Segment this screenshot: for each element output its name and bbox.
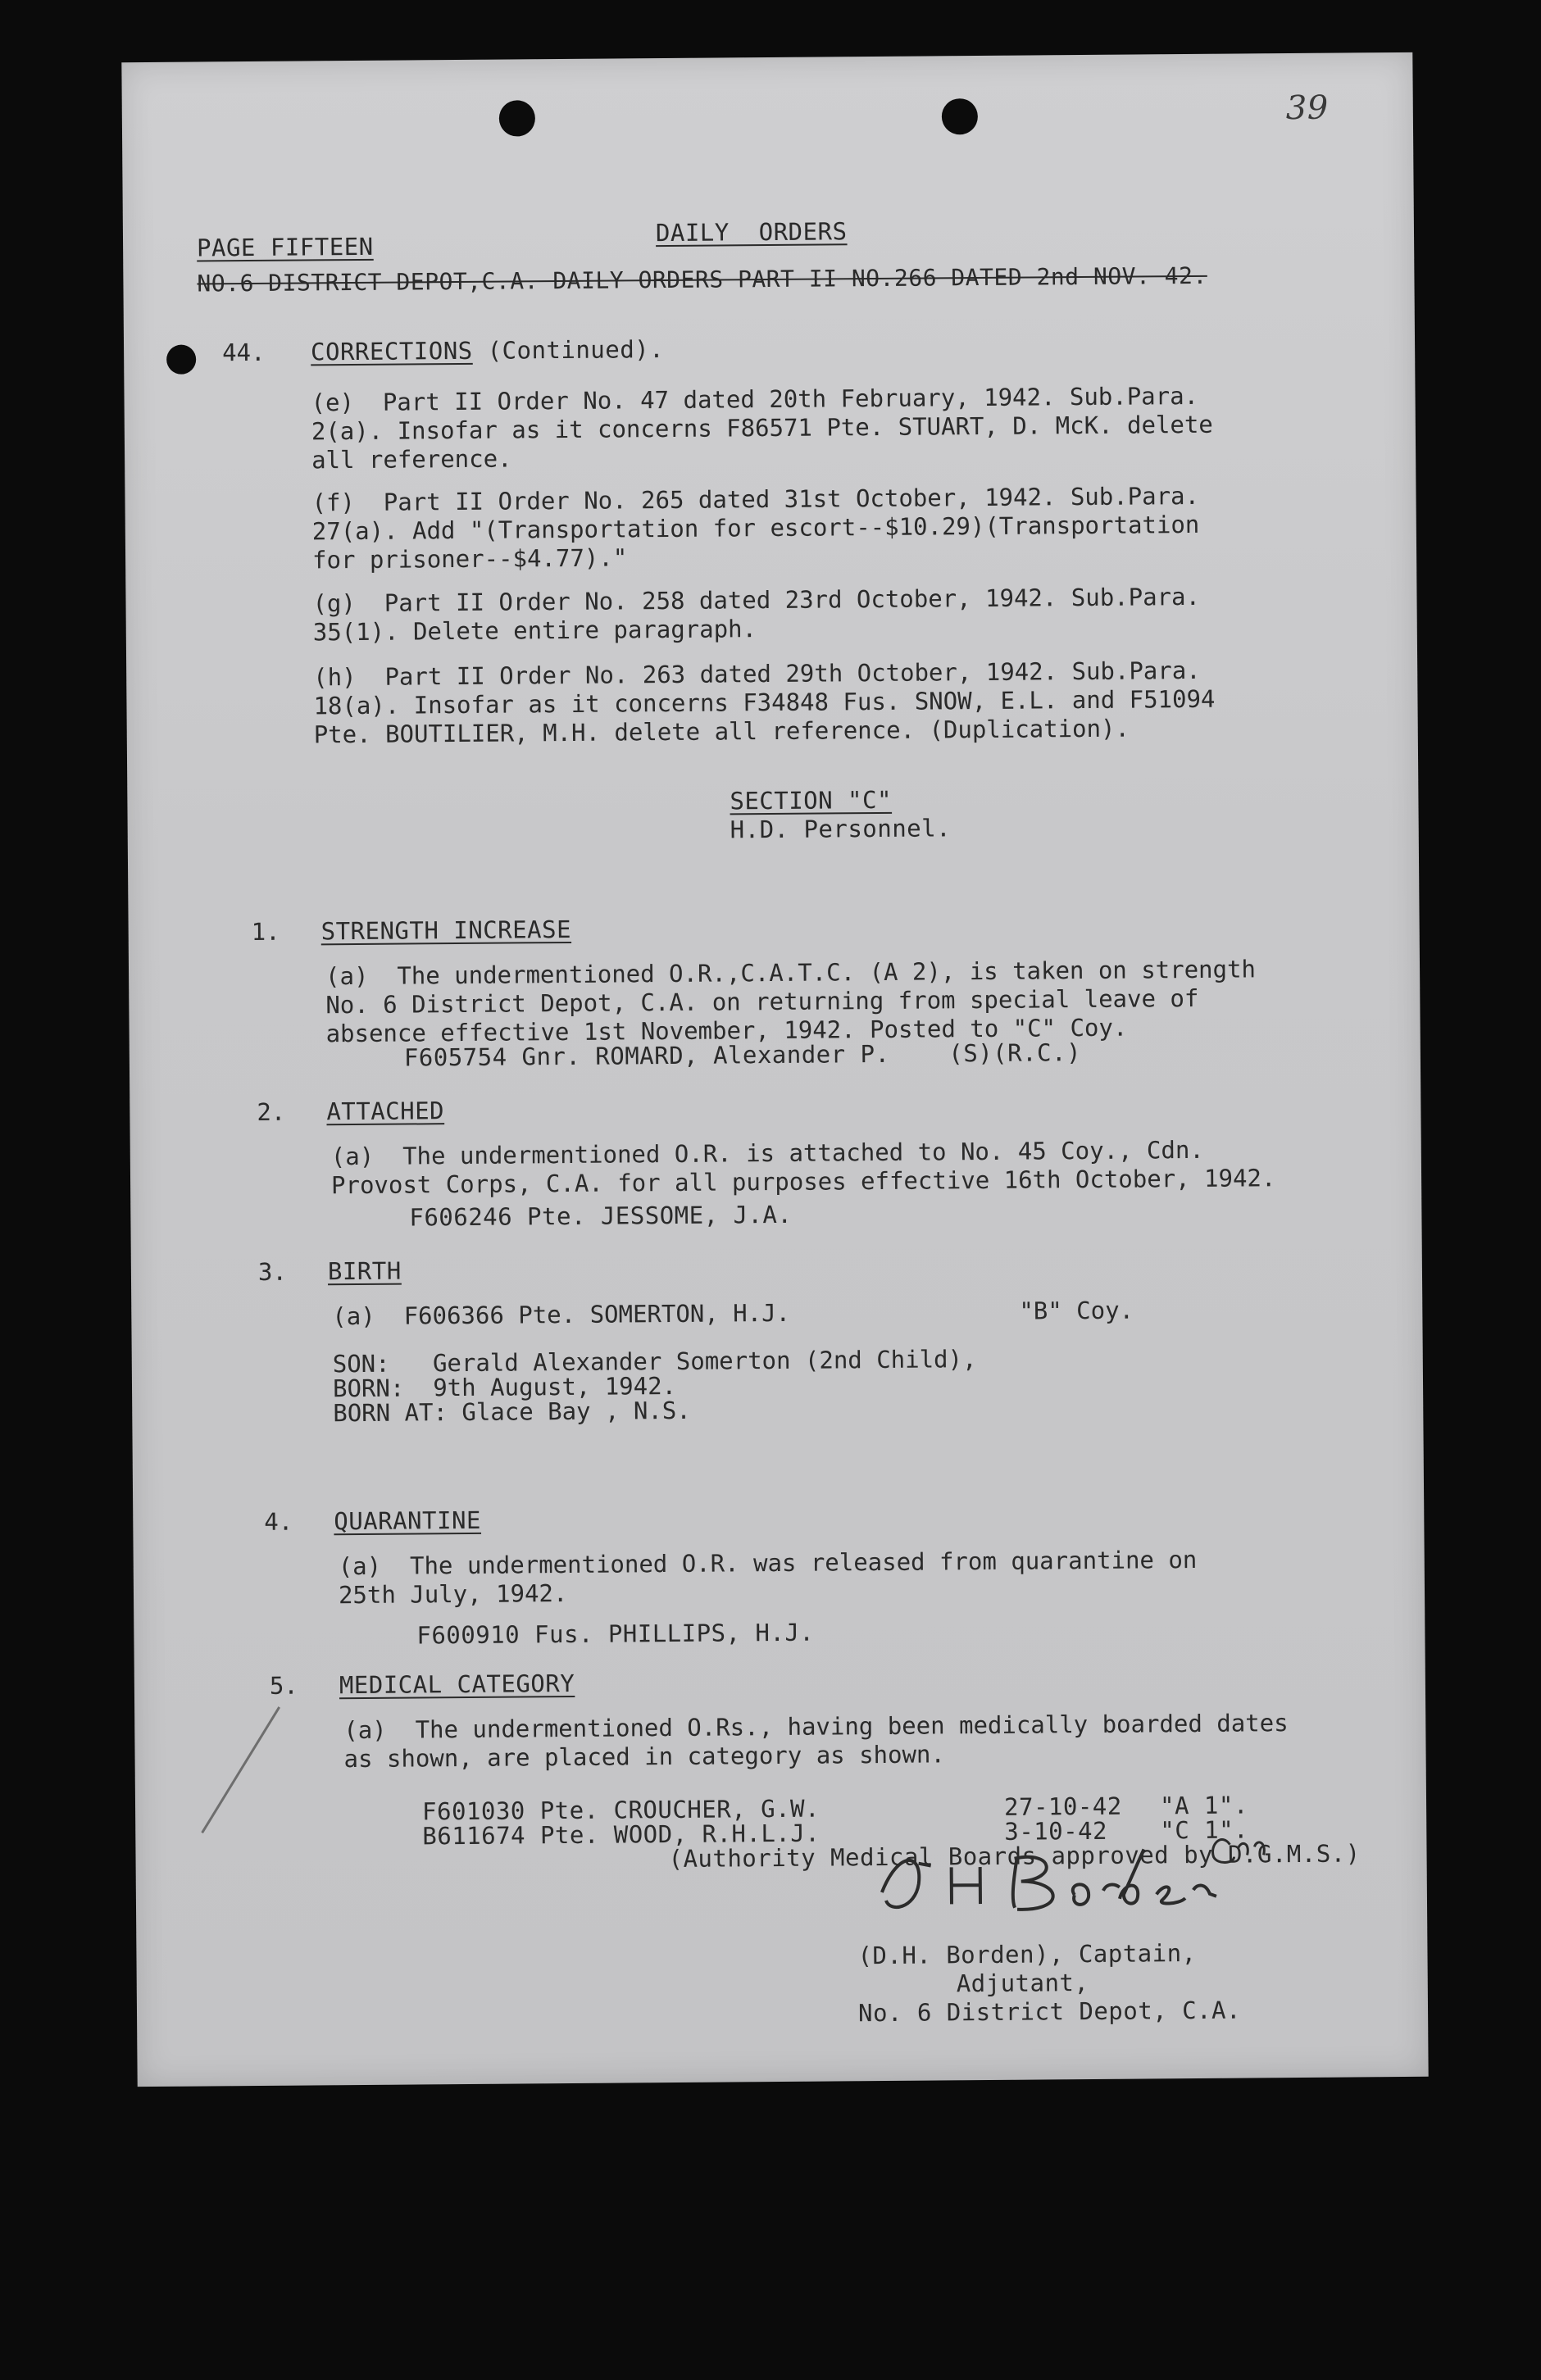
- paragraph-line: 25th July, 1942.: [338, 1579, 568, 1610]
- correction-line: 27(a). Add "(Transportation for escort--$10.29)(Transportation: [311, 510, 1200, 546]
- paragraph-number: 4.: [264, 1507, 293, 1536]
- handwritten-signature: [873, 1832, 1284, 1928]
- correction-item: [311, 382, 1213, 475]
- punch-hole-left: [499, 100, 535, 136]
- page-label: PAGE FIFTEEN: [196, 232, 374, 262]
- paragraph-line: (a) The undermentioned O.R. is attached to No. 45 Coy., Cdn.: [330, 1135, 1204, 1171]
- corrections-suffix: (Continued).: [472, 335, 665, 365]
- paragraph-number: 2.: [257, 1097, 286, 1126]
- correction-line: 2(a). Insofar as it concerns F86571 Pte. STUART, D. McK. delete: [311, 410, 1213, 446]
- document-page: [121, 52, 1428, 2087]
- paragraph-number: 1.: [251, 917, 280, 947]
- margin-line: [201, 1706, 280, 1833]
- corrections-heading-wrap: [311, 335, 664, 366]
- paragraph-line: (a) F606366 Pte. SOMERTON, H.J. "B" Coy.: [332, 1296, 1134, 1331]
- correction-line: Pte. BOUTILIER, M.H. delete all reference. (Duplication).: [313, 714, 1130, 749]
- paragraph-heading: BIRTH: [327, 1256, 402, 1286]
- paragraph-line: (a) The undermentioned O.Rs., having been medically boarded dates: [343, 1709, 1289, 1745]
- correction-line: (e) Part II Order No. 47 dated 20th February, 1942. Sub.Para.: [311, 381, 1199, 417]
- paragraph-heading: STRENGTH INCREASE: [320, 915, 572, 946]
- personnel-entry: F605754 Gnr. ROMARD, Alexander P. (S)(R.C.): [403, 1038, 1082, 1072]
- paragraph-number: 3.: [257, 1257, 287, 1286]
- medical-entry-category: "C 1".: [1160, 1815, 1249, 1845]
- birth-detail-line: BORN: 9th August, 1942.: [332, 1371, 677, 1403]
- punch-hole-right: [942, 98, 978, 134]
- signatory-name: (D.H. Borden), Captain,: [857, 1938, 1197, 1970]
- document-title: DAILY ORDERS: [655, 217, 848, 248]
- medical-entry-name: B611674 Pte. WOOD, R.H.L.J.: [422, 1819, 821, 1851]
- medical-entry-category: "A 1".: [1159, 1791, 1248, 1820]
- medical-entry-name: F601030 Pte. CROUCHER, G.W.: [421, 1794, 821, 1826]
- correction-item: [311, 482, 1199, 575]
- birth-details: [332, 1345, 977, 1428]
- corrections-number: 44.: [221, 338, 266, 367]
- paragraph-body: [332, 1297, 1134, 1332]
- section-subtitle: H.D. Personnel.: [730, 814, 952, 844]
- personnel-entry: F606246 Pte. JESSOME, J.A.: [409, 1200, 793, 1232]
- paragraph-body: [343, 1709, 1289, 1774]
- correction-line: (f) Part II Order No. 265 dated 31st October, 1942. Sub.Para.: [311, 481, 1200, 517]
- page-number: 39: [1285, 89, 1329, 128]
- signatory-unit: No. 6 District Depot, C.A.: [857, 1996, 1242, 2028]
- correction-line: 35(1). Delete entire paragraph.: [312, 615, 757, 647]
- section-title: SECTION "C": [730, 785, 893, 815]
- correction-line: all reference.: [311, 444, 512, 475]
- paragraph-heading: MEDICAL CATEGORY: [339, 1669, 575, 1700]
- paragraph-heading: ATTACHED: [326, 1097, 445, 1126]
- medical-entry-date: 3-10-42: [1004, 1816, 1108, 1846]
- birth-detail-line: BORN AT: Glace Bay , N.S.: [333, 1396, 691, 1428]
- correction-line: for prisoner--$4.77).": [311, 543, 628, 575]
- document-subtitle: NO.6 DISTRICT DEPOT,C.A. DAILY ORDERS PART II NO.266 DATED 2nd NOV. 42.: [197, 261, 1207, 298]
- correction-item: [312, 583, 1200, 647]
- paragraph-line: absence effective 1st November, 1942. Posted to "C" Coy.: [325, 1013, 1128, 1048]
- paragraph-line: (a) The undermentioned O.R. was released from quarantine on: [338, 1545, 1198, 1581]
- correction-item: [313, 656, 1216, 750]
- paragraph-line: as shown, are placed in category as shown.: [343, 1740, 946, 1774]
- signatory-appointment: Adjutant,: [956, 1969, 1089, 1998]
- paragraph-number: 5.: [269, 1671, 298, 1700]
- paragraph-body: [339, 1546, 1198, 1610]
- medical-entry-date: 27-10-42: [1003, 1792, 1122, 1821]
- paragraph-body: [325, 955, 1257, 1048]
- medical-authority: (Authority Medical Boards approved by D.G.M.S.): [668, 1839, 1361, 1874]
- correction-line: 18(a). Insofar as it concerns F34848 Fus. SNOW, E.L. and F51094: [313, 684, 1216, 720]
- punch-hole-margin: [166, 345, 196, 375]
- paragraph-heading: QUARANTINE: [334, 1506, 482, 1536]
- paragraph-line: Provost Corps, C.A. for all purposes effective 16th October, 1942.: [330, 1164, 1276, 1200]
- correction-line: (h) Part II Order No. 263 dated 29th October, 1942. Sub.Para.: [313, 656, 1201, 692]
- personnel-entry: F600910 Fus. PHILLIPS, H.J.: [416, 1618, 815, 1650]
- corrections-heading: CORRECTIONS: [310, 336, 473, 366]
- paragraph-line: (a) The undermentioned O.R.,C.A.T.C. (A 2), is taken on strength: [325, 955, 1257, 991]
- correction-line: (g) Part II Order No. 258 dated 23rd October, 1942. Sub.Para.: [312, 582, 1201, 618]
- birth-detail-line: SON: Gerald Alexander Somerton (2nd Child),: [332, 1345, 977, 1378]
- paragraph-line: No. 6 District Depot, C.A. on returning from special leave of: [325, 983, 1199, 1020]
- paragraph-body: [331, 1135, 1276, 1200]
